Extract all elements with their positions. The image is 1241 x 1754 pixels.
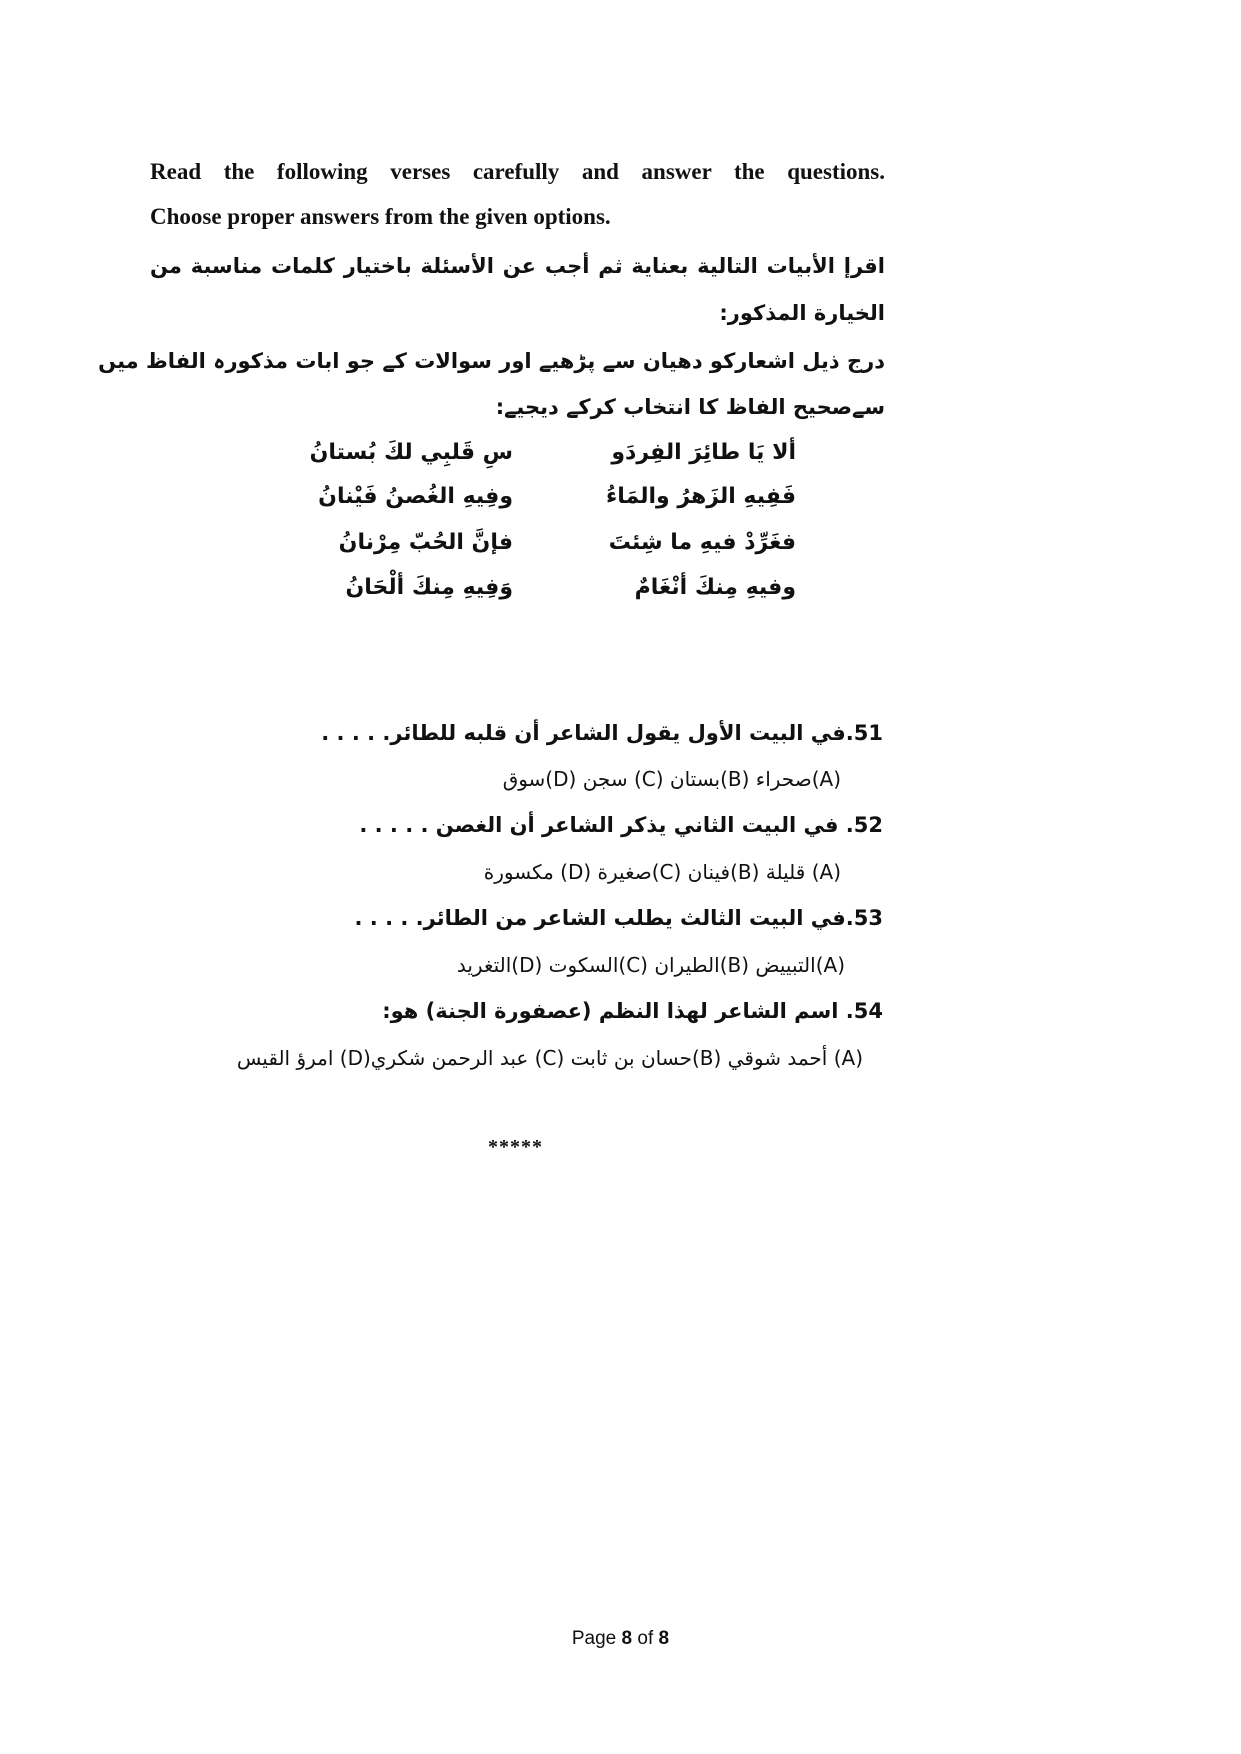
question-52-options: (A) قليلة (B)فينان (C)صغيرة (D) مكسورة <box>483 860 841 884</box>
question-53-options: (A)التبييض (B)الطيران (C)السكوت (D)التغريد <box>456 953 845 977</box>
footer-page-label: Page <box>571 1628 617 1649</box>
instruction-arabic-line-2: الخيارة المذكور: <box>719 301 885 325</box>
question-51: 51.في البيت الأول يقول الشاعر أن قلبه للطائر. . . . . <box>321 721 883 745</box>
question-54-options: (A) أحمد شوقي (B)حسان بن ثابت (C) عبد الرحمن شكري(D) امرؤ القيس <box>236 1046 863 1070</box>
end-separator: ***** <box>488 1136 543 1158</box>
poem-verse-4-first-hemistich: وفيهِ مِنكَ أنْغَامٌ <box>634 575 796 600</box>
footer-current-page: 8 <box>621 1628 633 1649</box>
footer-of-label: of <box>637 1628 654 1649</box>
poem-verse-4-second-hemistich: وَفِيهِ مِنكَ ألْحَانُ <box>345 575 513 600</box>
instruction-english-line-1: Read the following verses carefully and answer the questions. <box>150 159 885 184</box>
poem-verse-3-second-hemistich: فإنَّ الحُبّ مِرْنانُ <box>338 530 513 555</box>
instruction-english-line-2: Choose proper answers from the given options. <box>150 204 611 229</box>
poem-verse-1-first-hemistich: ألا يَا طائِرَ الفِردَو <box>611 440 796 465</box>
poem-verse-1-second-hemistich: سِ قَلبِي لكَ بُستانُ <box>309 440 513 465</box>
page-footer <box>0 1628 1241 1650</box>
poem-verse-2-first-hemistich: فَفِيهِ الزَهرُ والمَاءُ <box>605 484 796 509</box>
question-54: 54. اسم الشاعر لهذا النظم (عصفورة الجنة) هو: <box>382 999 883 1023</box>
question-52: 52. في البيت الثاني يذكر الشاعر أن الغصن . . . . . <box>359 813 883 837</box>
question-51-options: (A)صحراء (B)بستان (C) سجن (D)سوق <box>502 767 841 791</box>
poem-verse-2-second-hemistich: وفِيهِ الغُصنُ فَيْنانُ <box>318 484 513 509</box>
footer-total-pages: 8 <box>658 1628 670 1649</box>
instruction-arabic-line-1: اقرإ الأبيات التالية بعناية ثم أجب عن الأسئلة باختيار كلمات مناسبة من <box>150 254 885 278</box>
instruction-urdu-line-1: درج ذیل اشعارکو دھیان سے پڑھیے اور سوالات کے جو ابات مذکورہ الفاظ میں <box>98 349 885 373</box>
instruction-urdu-line-2: سےصحیح الفاظ کا انتخاب کرکے دیجیے: <box>495 395 885 419</box>
poem-verse-3-first-hemistich: فغَرِّدْ فيهِ ما شِئتَ <box>608 530 796 555</box>
question-53: 53.في البيت الثالث يطلب الشاعر من الطائر. . . . . <box>354 906 883 930</box>
